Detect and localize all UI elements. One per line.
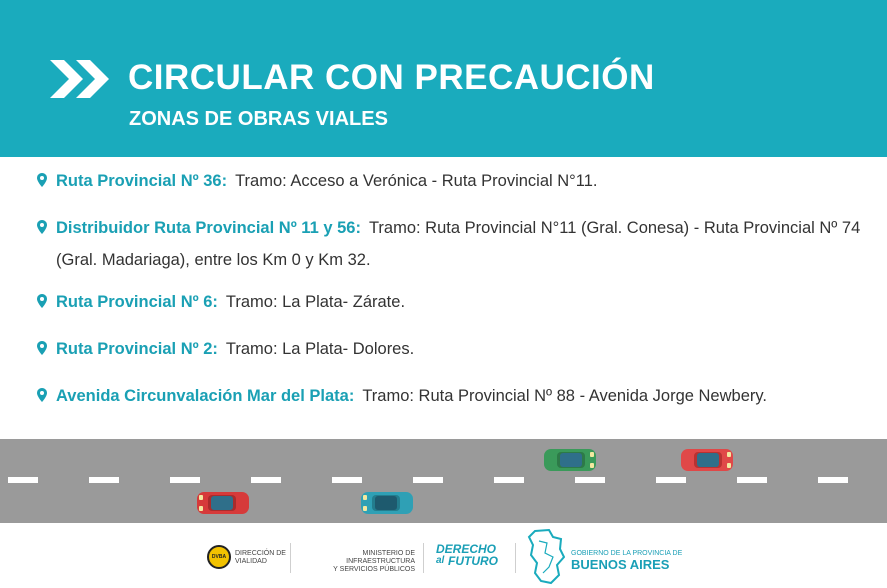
car-icon xyxy=(680,447,734,473)
double-chevron-icon xyxy=(50,60,116,98)
lane-marking xyxy=(332,477,362,483)
lane-marking xyxy=(170,477,200,483)
route-name: Ruta Provincial Nº 6: xyxy=(56,293,218,311)
page-title: CIRCULAR CON PRECAUCIÓN xyxy=(128,58,655,97)
derecho-al: al xyxy=(436,555,445,566)
lane-marking xyxy=(656,477,686,483)
route-detail: Tramo: Ruta Provincial Nº 88 - Avenida Jorge Newbery. xyxy=(362,387,767,405)
map-outline-icon xyxy=(527,529,565,585)
route-name: Avenida Circunvalación Mar del Plata: xyxy=(56,387,355,405)
ministerio-line2: Y SERVICIOS PÚBLICOS xyxy=(333,566,415,573)
list-item xyxy=(37,286,867,318)
lane-marking xyxy=(413,477,443,483)
location-pin-icon xyxy=(37,173,47,187)
route-detail: Tramo: La Plata- Zárate. xyxy=(225,293,406,311)
page-subtitle: ZONAS DE OBRAS VIALES xyxy=(129,108,388,130)
car-icon xyxy=(543,447,597,473)
route-detail-continued: (Gral. Madariaga), entre los Km 0 y Km 32. xyxy=(56,251,371,269)
location-pin-icon xyxy=(37,341,47,355)
location-pin-icon xyxy=(37,220,47,234)
car-icon xyxy=(360,490,414,516)
route-detail: Tramo: Acceso a Verónica - Ruta Provincial N°11. xyxy=(235,172,598,190)
derecho-line2: FUTURO xyxy=(448,554,498,568)
gobierno-text xyxy=(571,550,682,572)
route-name: Ruta Provincial Nº 2: xyxy=(56,340,218,358)
route-name: Ruta Provincial Nº 36: xyxy=(56,172,228,190)
route-detail: Tramo: Ruta Provincial N°11 (Gral. Conesa) - Ruta Provincial Nº 74 xyxy=(368,219,861,237)
list-item xyxy=(37,333,867,365)
lane-marking xyxy=(251,477,281,483)
road-illustration xyxy=(0,439,887,523)
lane-marking xyxy=(8,477,38,483)
vialidad-line2: VIALIDAD xyxy=(235,558,267,565)
gobierno-line2: BUENOS AIRES xyxy=(571,557,670,572)
lane-marking xyxy=(575,477,605,483)
ministerio-line1: MINISTERIO DE INFRAESTRUCTURA xyxy=(346,550,415,565)
car-icon xyxy=(196,490,250,516)
list-item xyxy=(37,380,867,412)
lane-marking xyxy=(89,477,119,483)
list-item xyxy=(37,165,867,197)
divider xyxy=(290,543,291,573)
route-detail: Tramo: La Plata- Dolores. xyxy=(225,340,415,358)
footer-logos xyxy=(0,523,887,588)
lane-marking xyxy=(494,477,524,483)
divider xyxy=(515,543,516,573)
ministerio-text xyxy=(300,550,415,574)
route-name: Distribuidor Ruta Provincial Nº 11 y 56: xyxy=(56,219,361,237)
vialidad-line1: DIRECCIÓN DE xyxy=(235,550,286,557)
list-item xyxy=(37,212,867,276)
derecho-line1: DERECHO xyxy=(436,542,497,556)
vialidad-text xyxy=(235,550,286,566)
derecho-al-futuro-logo xyxy=(436,543,498,567)
gobierno-line1: GOBIERNO DE LA PROVINCIA DE xyxy=(571,550,683,557)
divider xyxy=(423,543,424,573)
header-banner xyxy=(0,0,887,157)
location-pin-icon xyxy=(37,294,47,308)
lane-marking xyxy=(737,477,767,483)
lane-marking xyxy=(818,477,848,483)
location-pin-icon xyxy=(37,388,47,402)
vialidad-logo: DVBA xyxy=(207,545,231,569)
